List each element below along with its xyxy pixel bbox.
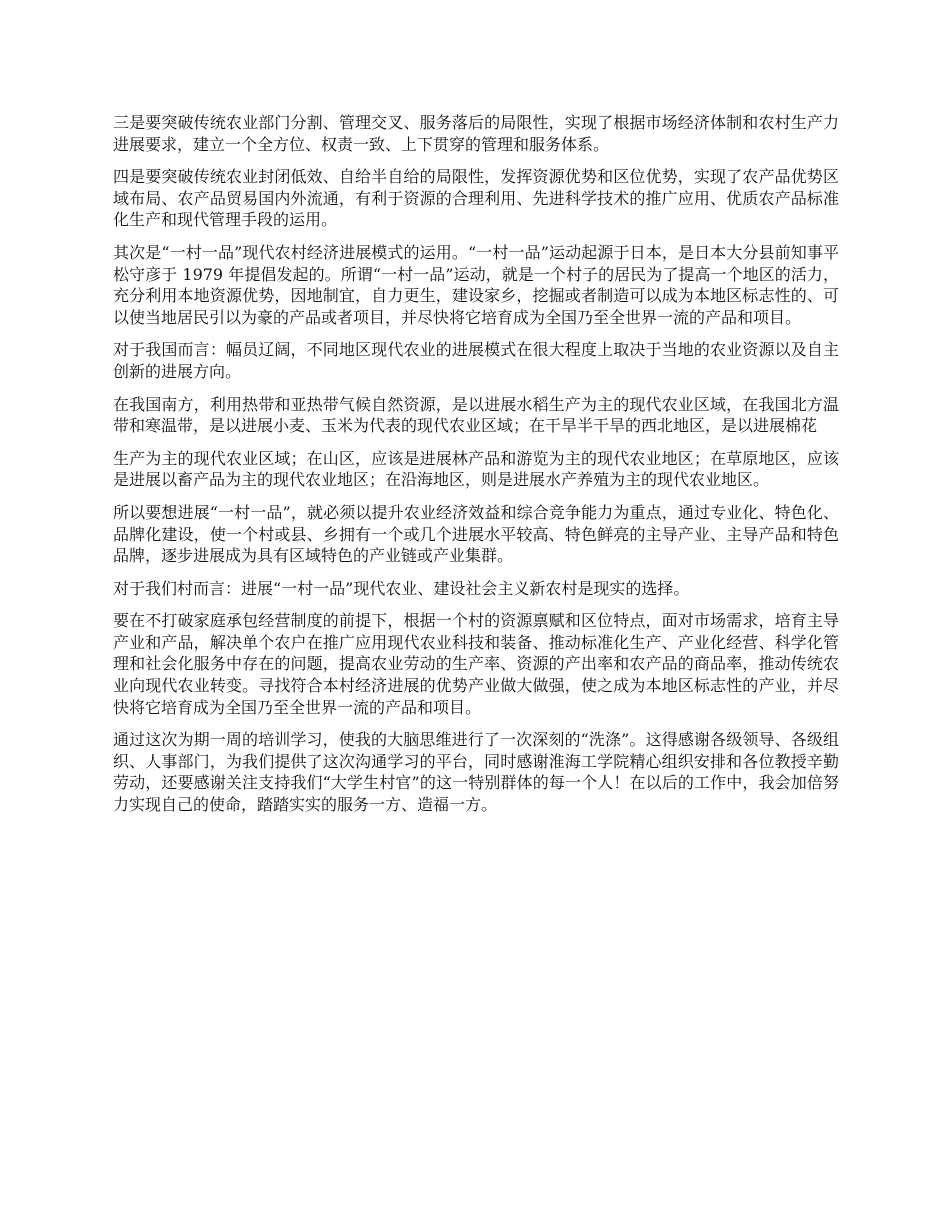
paragraph-9: 要在不打破家庭承包经营制度的前提下，根据一个村的资源禀赋和区位特点，面对市场需求，培育主导产业和产品，解决单个农户在推广应用现代农业科技和装备、推动标准化生产、产业化经营、科学化管理和社会化服务中存在的问题，提高农业劳动的生产率、资源的产出率和农产品的商品率，推动传统农业向现代农业转变。寻找符合本村经济进展的优势产业做大做强，使之成为本地区标志性的产业，并尽快将它培育成为全国乃至全世界一流的产品和项目。: [113, 611, 839, 717]
paragraph-3: 其次是“一村一品”现代农村经济进展模式的运用。“一村一品”运动起源于日本，是日本大分县前知事平松守彦于 1979 年提倡发起的。所谓“一村一品”运动，就是一个村子的居民为了提高一个地区的活力，充分利用本地资源优势，因地制宜，自力更生，建设家乡，挖掘或者制造可以成为本地区标志性的、可以使当地居民引以为豪的产品或者项目，并尽快将它培育成为全国乃至全世界一流的产品和项目。: [113, 242, 839, 327]
paragraph-6: 生产为主的现代农业区域；在山区，应该是进展林产品和游览为主的现代农业地区；在草原地区，应该是进展以畜产品为主的现代农业地区；在沿海地区，则是进展水产养殖为主的现代农业地区。: [113, 448, 839, 490]
paragraph-7: 所以要想进展“一村一品”，就必须以提升农业经济效益和综合竞争能力为重点，通过专业化、特色化、品牌化建设，使一个村或县、乡拥有一个或几个进展水平较高、特色鲜亮的主导产业、主导产品和特色品牌，逐步进展成为具有区域特色的产业链或产业集群。: [113, 502, 839, 566]
paragraph-5: 在我国南方，利用热带和亚热带气候自然资源，是以进展水稻生产为主的现代农业区域，在我国北方温带和寒温带，是以进展小麦、玉米为代表的现代农业区域；在干旱半干旱的西北地区，是以进展棉花: [113, 394, 839, 436]
paragraph-10: 通过这次为期一周的培训学习，使我的大脑思维进行了一次深刻的“洗涤”。这得感谢各级领导、各级组织、人事部门，为我们提供了这次沟通学习的平台，同时感谢淮海工学院精心组织安排和各位教授辛勤劳动，还要感谢关注支持我们“大学生村官”的这一特别群体的每一个人！在以后的工作中，我会加倍努力实现自己的使命，踏踏实实的服务一方、造福一方。: [113, 730, 839, 815]
paragraph-4: 对于我国而言：幅员辽阔，不同地区现代农业的进展模式在很大程度上取决于当地的农业资源以及自主创新的进展方向。: [113, 340, 839, 381]
paragraph-2: 四是要突破传统农业封闭低效、自给半自给的局限性，发挥资源优势和区位优势，实现了农产品优势区域布局、农产品贸易国内外流通，有利于资源的合理利用、先进科学技术的推广应用、优质农产品标准化生产和现代管理手段的运用。: [113, 167, 839, 230]
document-body: [113, 112, 839, 827]
paragraph-8: 对于我们村而言：进展“一村一品”现代农业、建设社会主义新农村是现实的选择。: [113, 578, 690, 598]
paragraph-1: 三是要突破传统农业部门分割、管理交叉、服务落后的局限性，实现了根据市场经济体制和农村生产力进展要求，建立一个全方位、权责一致、上下贯穿的管理和服务体系。: [113, 113, 839, 154]
